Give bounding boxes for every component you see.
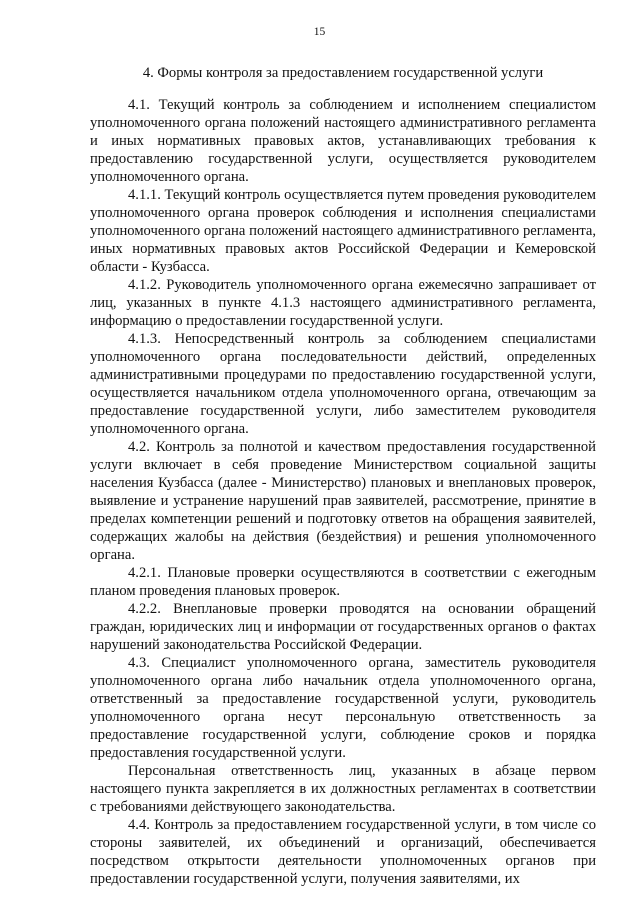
paragraph-4-1-1: 4.1.1. Текущий контроль осуществляется путем проведения руководителем уполномоченного органа проверок соблюдения и исполнения специалистами уполномоченного органа положений настоящего административного регламента, иных нормативных правовых актов Российской Федерации и Кемеровской области - Кузбасса.	[90, 187, 596, 275]
paragraph-4-1: 4.1. Текущий контроль за соблюдением и исполнением специалистом уполномоченного органа положений настоящего административного регламента и иных нормативных правовых актов, устанавливающих требования к предоставлению государственной услуги, осуществляется руководителем уполномоченного органа.	[90, 97, 596, 185]
paragraph-4-1-3: 4.1.3. Непосредственный контроль за соблюдением специалистами уполномоченного органа последовательности действий, определенных административными процедурами по предоставлению государственной услуги, осуществляется начальником отдела уполномоченного органа, отвечающим за предоставление государственной услуги, либо заместителем руководителя уполномоченного органа.	[90, 331, 596, 437]
section-title: 4. Формы контроля за предоставлением государственной услуги	[142, 65, 544, 81]
page-number: 15	[313, 26, 326, 38]
paragraph-4-2: 4.2. Контроль за полнотой и качеством предоставления государственной услуги включает в себя проведение Министерством социальной защиты населения Кузбасса (далее - Министерство) плановых и внеплановых проверок, выявление и устранение нарушений прав заявителей, рассмотрение, принятие в пределах компетенции решений и подготовку ответов на обращения заявителей, содержащих жалобы на действия (бездействия) и решения уполномоченного органа.	[90, 439, 596, 563]
paragraph-4-1-2: 4.1.2. Руководитель уполномоченного органа ежемесячно запрашивает от лиц, указанных в пункте 4.1.3 настоящего административного регламента, информацию о предоставлении государственной услуги.	[90, 277, 596, 329]
document-body	[90, 96, 596, 888]
paragraph-personal-responsibility: Персональная ответственность лиц, указанных в абзаце первом настоящего пункта закрепляется в их должностных регламентах в соответствии с требованиями действующего законодательства.	[90, 763, 596, 815]
paragraph-4-2-1: 4.2.1. Плановые проверки осуществляются в соответствии с ежегодным планом проведения плановых проверок.	[90, 565, 596, 599]
paragraph-4-2-2: 4.2.2. Внеплановые проверки проводятся на основании обращений граждан, юридических лиц и информации от государственных органов о фактах нарушений законодательства Российской Федерации.	[90, 601, 596, 653]
paragraph-4-4: 4.4. Контроль за предоставлением государственной услуги, в том числе со стороны заявителей, их объединений и организаций, обеспечивается посредством открытости деятельности уполномоченных органов при предоставлении государственной услуги, получения заявителями, их	[90, 817, 596, 887]
paragraph-4-3: 4.3. Специалист уполномоченного органа, заместитель руководителя уполномоченного органа либо начальник отдела уполномоченного органа, ответственный за предоставление государственной услуги, руководитель уполномоченного органа несут персональную ответственность за предоставление государственной услуги, соблюдение сроков и порядка предоставления государственной услуги.	[90, 655, 596, 761]
